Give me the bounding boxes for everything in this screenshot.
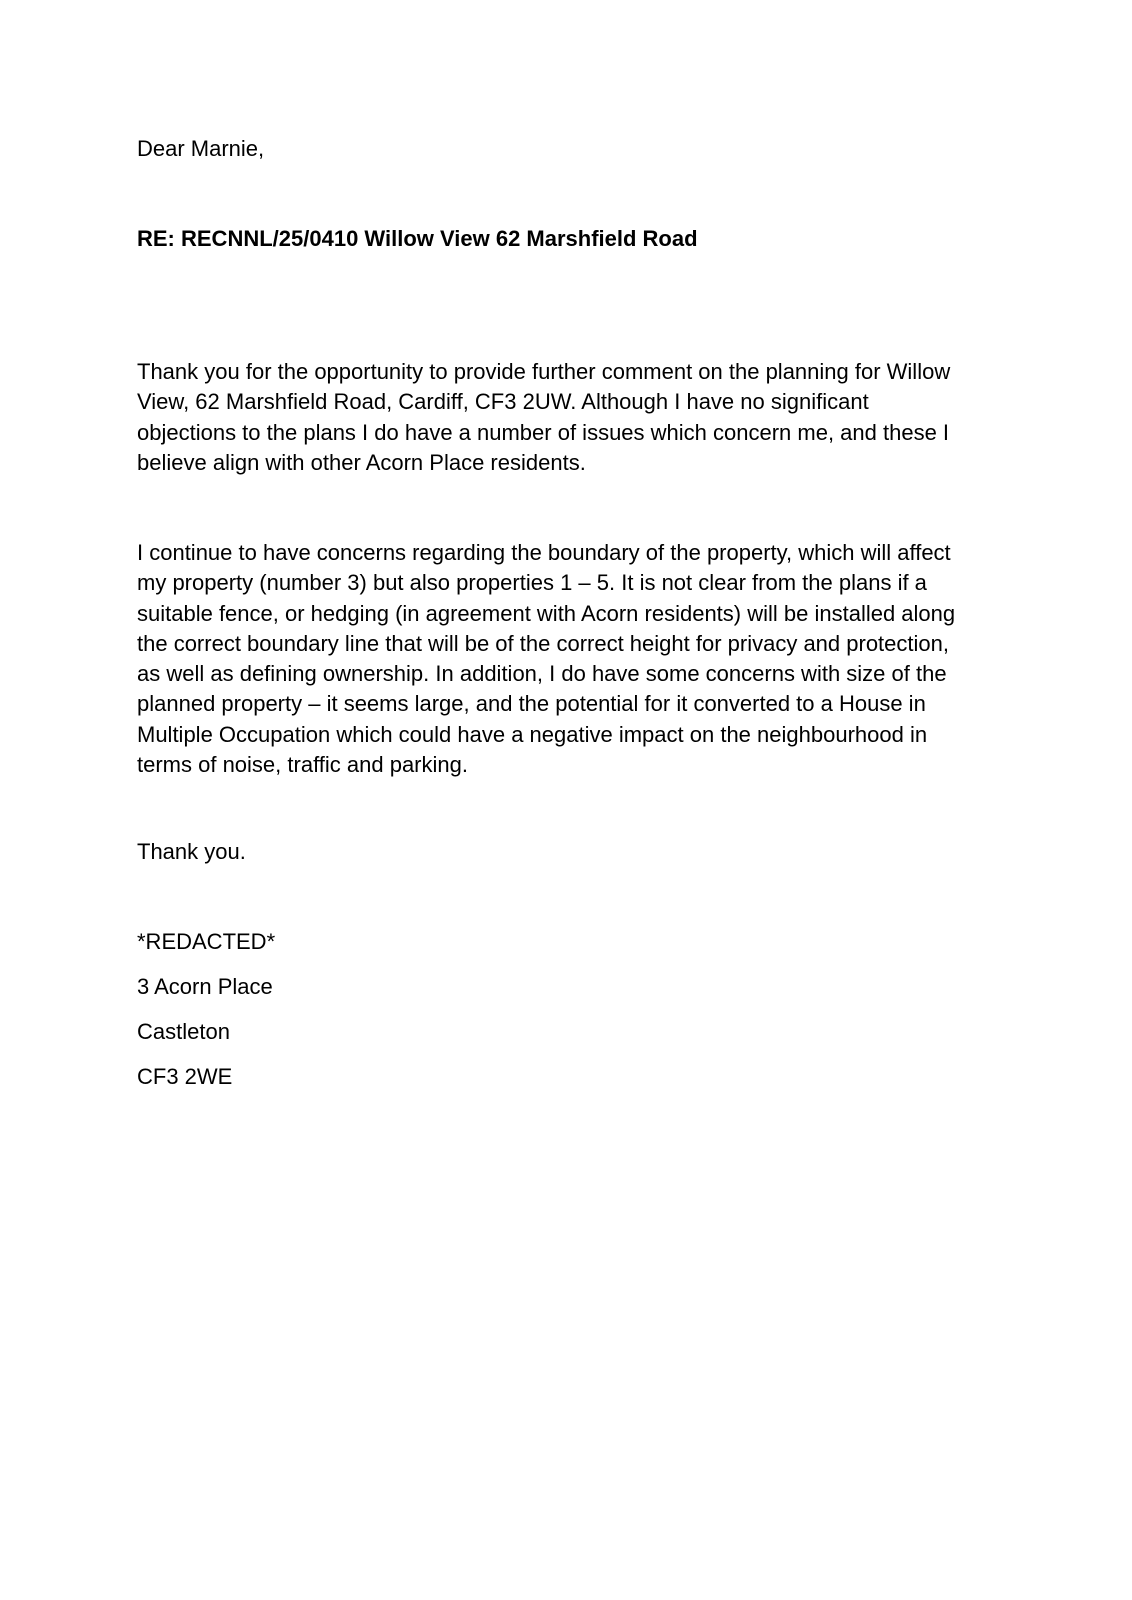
signature-address-line1: 3 Acorn Place (137, 974, 273, 999)
paragraph-2-line: as well as defining ownership. In addition, I do have some concerns with size of the (137, 661, 947, 687)
closing: Thank you. (137, 839, 246, 864)
signature-address-line2: Castleton (137, 1019, 230, 1044)
paragraph-2-line: planned property – it seems large, and the potential for it converted to a House in (137, 691, 926, 717)
salutation: Dear Marnie, (137, 136, 265, 161)
signature-postcode: CF3 2WE (137, 1064, 233, 1089)
paragraph-2 (137, 538, 1007, 780)
paragraph-2-line: the correct boundary line that will be of the correct height for privacy and protection, (137, 630, 949, 656)
paragraph-1-line: Thank you for the opportunity to provide further comment on the planning for Willow (137, 359, 951, 384)
paragraph-2-line: terms of noise, traffic and parking. (137, 752, 468, 778)
paragraph-1-line: believe align with other Acorn Place residents. (137, 449, 586, 475)
signature-name: *REDACTED* (137, 929, 276, 954)
paragraph-2-line: suitable fence, or hedging (in agreement with Acorn residents) will be installed along (137, 600, 956, 626)
paragraph-1 (137, 357, 1007, 478)
subject-line: RE: RECNNL/25/0410 Willow View 62 Marshfield Road (137, 226, 698, 251)
paragraph-2-line: I continue to have concerns regarding the boundary of the property, which will affect (137, 540, 951, 565)
paragraph-1-line: objections to the plans I do have a number of issues which concern me, and these I (137, 419, 950, 445)
paragraph-2-line: Multiple Occupation which could have a negative impact on the neighbourhood in (137, 721, 928, 747)
paragraph-1-line: View, 62 Marshfield Road, Cardiff, CF3 2UW. Although I have no significant (137, 389, 869, 415)
paragraph-2-line: my property (number 3) but also properties 1 – 5. It is not clear from the plans if a (137, 570, 927, 596)
